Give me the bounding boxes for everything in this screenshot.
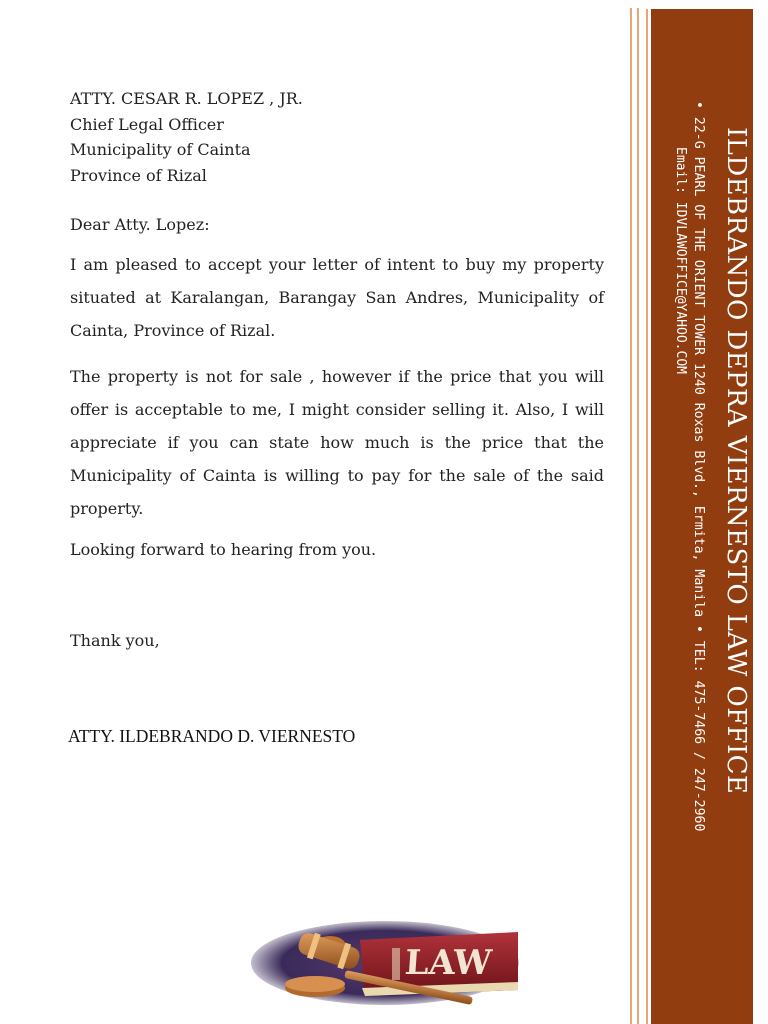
accent-line-middle — [637, 8, 639, 1024]
law-book-title: LAW — [403, 943, 494, 983]
signature-name: ATTY. ILDEBRANDO D. VIERNESTO — [68, 726, 356, 746]
firm-email: Email: IDVLAWOFFICE@YAHOO.COM — [673, 147, 688, 374]
thanks-line: Thank you, — [70, 631, 160, 650]
recipient-block — [70, 86, 604, 188]
closing-line: Looking forward to hearing from you. — [70, 540, 377, 559]
paragraph-price: The property is not for sale , however if the price that you will offer is acceptable to me, I might consider selling it. Also, I will appreciate if you can state how much is the price that the Municipality of Cainta is willing to pay for the sale of the said property. — [70, 367, 604, 518]
salutation: Dear Atty. Lopez: — [70, 215, 210, 234]
gavel-law-book-image — [250, 918, 520, 1008]
firm-name: ILDEBRANDO DEPRA VIERNESTO LAW OFFICE — [721, 127, 751, 795]
recipient-province: Province of Rizal — [70, 165, 207, 185]
paragraph-acceptance: I am pleased to accept your letter of intent to buy my property situated at Karalangan, Barangay San Andres, Municipality of Cainta, Province of Rizal. — [70, 255, 604, 340]
letter-body — [70, 86, 604, 653]
recipient-org: Municipality of Cainta — [70, 140, 251, 159]
firm-address: • 22-G PEARL OF THE ORIENT TOWER 1240 Roxas Blvd., Ermita, Manila • TEL: 475-7466 / 247-2960 — [691, 101, 706, 832]
recipient-title: Chief Legal Officer — [70, 114, 224, 134]
letterhead-text — [671, 101, 751, 921]
accent-line-right — [646, 9, 648, 1024]
accent-line-left — [630, 8, 632, 1024]
recipient-name: ATTY. CESAR R. LOPEZ , JR. — [70, 89, 303, 108]
